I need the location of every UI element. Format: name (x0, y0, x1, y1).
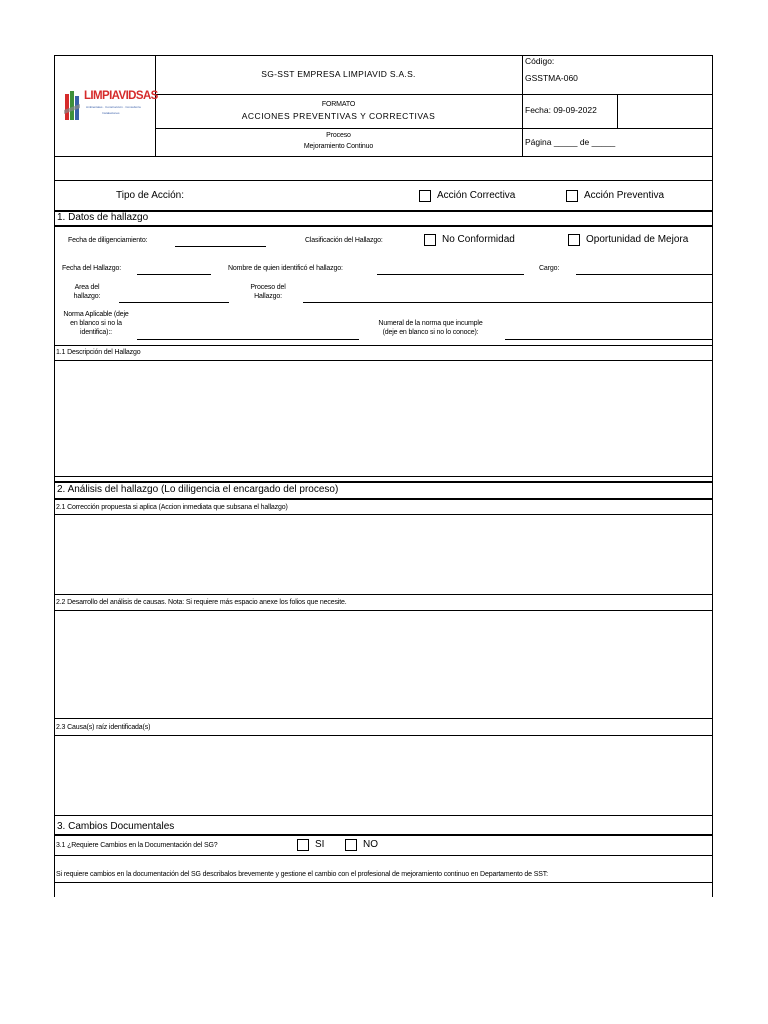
rule (54, 594, 712, 595)
no-conformidad-checkbox[interactable] (424, 233, 515, 247)
proceso-label-2: Hallazgo: (254, 293, 282, 300)
numeral-field[interactable] (505, 339, 712, 340)
fecha-hallazgo-field[interactable] (137, 274, 211, 275)
rule (54, 718, 712, 719)
fecha-hallazgo-label: Fecha del Hallazgo: (62, 265, 122, 272)
cambios-question: 3.1 ¿Requiere Cambios en la Documentación del SG? (56, 842, 218, 849)
causas-textarea[interactable] (55, 736, 712, 815)
cambios-instruction: Si requiere cambios en la documentación del SG describalos brevemente y gestione el cambio con el profesional de mejoramiento continuo en Departamento de SST: (56, 871, 548, 878)
desarrollo-textarea[interactable] (55, 611, 712, 718)
rule (54, 55, 712, 56)
company-title: SG-SST EMPRESA LIMPIAVID S.A.S. (261, 69, 416, 79)
clasificacion-label: Clasificación del Hallazgo: (305, 237, 383, 244)
rule (712, 55, 713, 897)
area-field[interactable] (119, 302, 229, 303)
proceso-label-1: Proceso del (250, 284, 286, 291)
oportunidad-mejora-checkbox[interactable] (568, 233, 689, 247)
code-label: Código: (525, 56, 555, 66)
descripcion-textarea[interactable] (55, 361, 712, 476)
norma-label-2: en blanco si no la (70, 320, 122, 327)
section-2-title: 2. Análisis del hallazgo (Lo diligencia el encargado del proceso) (57, 484, 339, 495)
preventive-action-checkbox[interactable] (566, 189, 666, 203)
checkbox-icon (568, 234, 580, 246)
checkbox-icon (424, 234, 436, 246)
company-logo (62, 88, 158, 124)
si-checkbox[interactable] (297, 838, 337, 852)
no-conformidad-label: No Conformidad (442, 234, 515, 245)
logo-tagline-2: Instalaciones (102, 111, 120, 115)
page-label: Página _____ de _____ (525, 137, 616, 147)
logo-brand: LIMPIAVIDSAS (84, 90, 158, 102)
section-1-title: 1. Datos de hallazgo (57, 212, 149, 223)
norma-label-3: identifica):: (80, 329, 112, 336)
process-name: Mejoramiento Continuo (303, 143, 374, 150)
causas-label: 2.3 Causa(s) raíz identificada(s) (56, 724, 151, 731)
correccion-label: 2.1 Corrección propuesta si aplica (Accion inmediata que subsana el hallazgo) (56, 504, 288, 511)
fecha-diligenciamiento-field[interactable] (175, 246, 266, 247)
format-label: FORMATO (321, 101, 356, 108)
rule (522, 55, 523, 156)
checkbox-icon (345, 839, 357, 851)
section-rule (54, 210, 712, 212)
corrective-action-label: Acción Correctiva (437, 190, 516, 201)
section-rule (54, 225, 712, 227)
norma-label-1: Norma Aplicable (deje (63, 311, 129, 318)
cambios-textarea[interactable] (55, 883, 712, 897)
date-text: Fecha: 09-09-2022 (525, 105, 597, 115)
checkbox-icon (566, 190, 578, 202)
checkbox-icon (419, 190, 431, 202)
process-label: Proceso (326, 132, 351, 139)
rule (617, 94, 618, 128)
cargo-label: Cargo: (539, 265, 560, 272)
rule (155, 94, 712, 95)
fecha-diligenciamiento-label: Fecha de diligenciamiento: (68, 237, 148, 244)
norma-field[interactable] (137, 339, 359, 340)
format-title: ACCIONES PREVENTIVAS Y CORRECTIVAS (241, 111, 436, 121)
section-rule (54, 481, 712, 483)
corrective-action-checkbox[interactable] (419, 189, 516, 203)
rule (155, 128, 712, 129)
desarrollo-label: 2.2 Desarrollo del análisis de causas. Nota: Si requiere más espacio anexe los folios que necesite. (56, 599, 347, 606)
rule (54, 476, 712, 477)
action-type-label: Tipo de Acción: (116, 190, 185, 201)
nombre-quien-field[interactable] (377, 274, 524, 275)
no-label: NO (363, 839, 378, 850)
checkbox-icon (297, 839, 309, 851)
rule (54, 855, 712, 856)
code-value: GSSTMA-060 (525, 73, 578, 83)
proceso-field[interactable] (303, 302, 712, 303)
numeral-label-1: Numeral de la norma que incumple (378, 320, 483, 327)
rule (54, 180, 712, 181)
rule (54, 345, 712, 346)
section-rule (54, 498, 712, 500)
section-rule (54, 834, 712, 836)
si-label: SI (315, 839, 325, 850)
logo-tagline: Ambientales · Construcción · Consultoría (86, 105, 141, 109)
area-label-2: hallazgo: (73, 293, 101, 300)
rule (54, 156, 712, 157)
cargo-field[interactable] (576, 274, 712, 275)
rule (54, 815, 712, 816)
correccion-textarea[interactable] (55, 515, 712, 594)
oportunidad-mejora-label: Oportunidad de Mejora (586, 234, 689, 245)
no-checkbox[interactable] (345, 838, 385, 852)
numeral-label-2: (deje en blanco si no lo conoce): (382, 329, 479, 336)
area-label-1: Area del (74, 284, 100, 291)
section-3-title: 3. Cambios Documentales (57, 821, 175, 832)
nombre-quien-label: Nombre de quien identificó el hallazgo: (228, 265, 343, 272)
descripcion-label: 1.1 Descripción del Hallazgo (56, 349, 141, 356)
preventive-action-label: Acción Preventiva (584, 190, 665, 201)
